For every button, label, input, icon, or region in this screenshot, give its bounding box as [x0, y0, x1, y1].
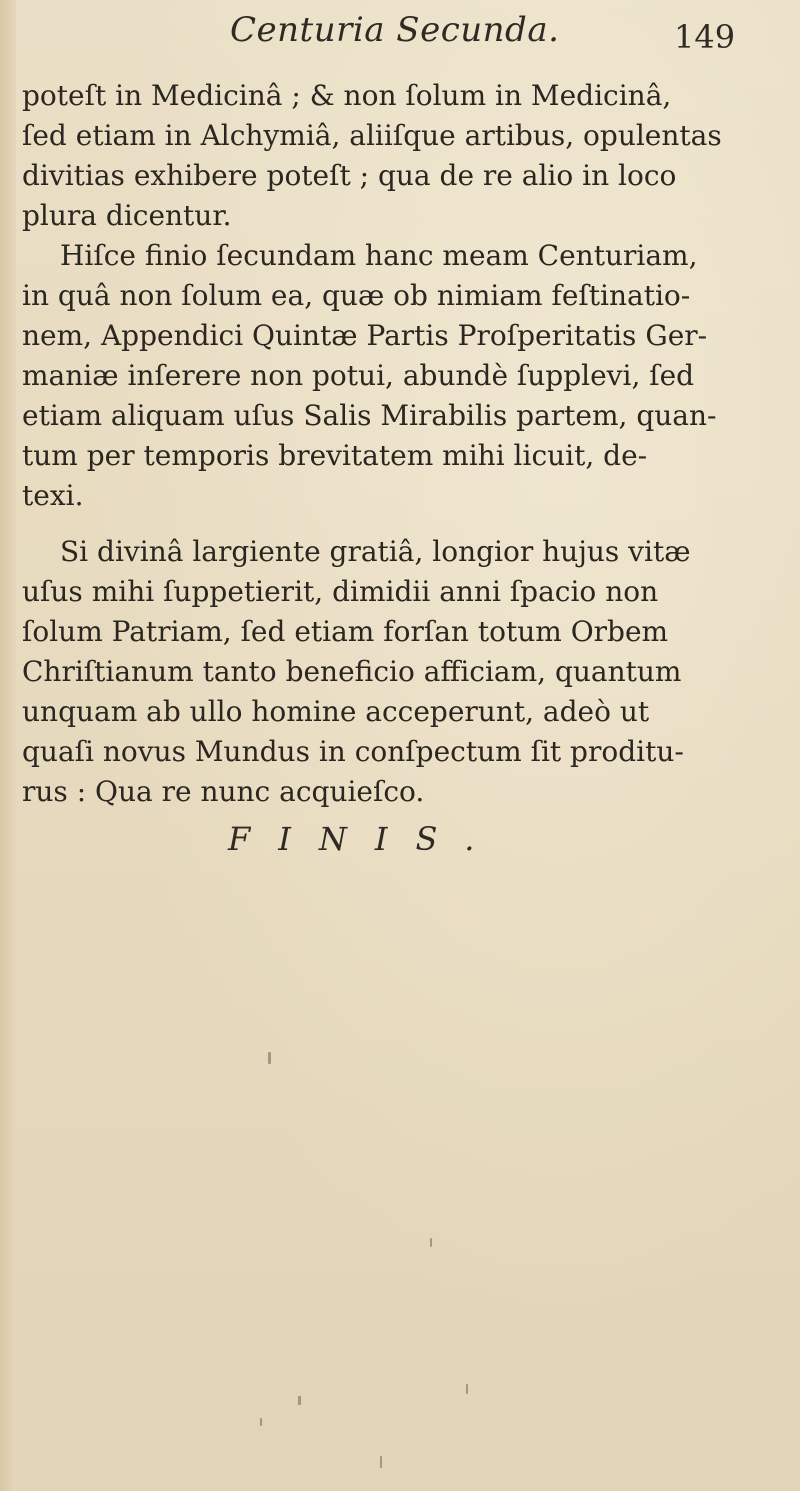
text-line: rus : Qua re nunc acquieſco.	[22, 775, 425, 808]
text-line: divitias exhibere poteſt ; qua de re alio in loco	[22, 159, 677, 192]
text-line: quaſi novus Mundus in conſpectum ſit proditu-	[22, 735, 684, 768]
paper-speck	[298, 1396, 301, 1405]
text-line: etiam aliquam uſus Salis Mirabilis partem, quan-	[22, 399, 717, 432]
text-line: Chriſtianum tanto beneficio afficiam, quantum	[22, 655, 682, 688]
running-head	[0, 10, 800, 60]
paper-speck	[268, 1052, 271, 1064]
paper-speck	[380, 1456, 382, 1468]
running-title: Centuria Secunda.	[230, 10, 560, 50]
text-line: plura dicentur.	[22, 199, 232, 232]
page-gutter	[0, 0, 16, 1491]
text-line: ſed etiam in Alchymiâ, aliiſque artibus, opulentas	[22, 119, 722, 152]
text-line: texi.	[22, 479, 84, 512]
paragraph-start-line: Si divinâ largiente gratiâ, longior hujus vitæ	[60, 535, 691, 568]
text-line: tum per temporis brevitatem mihi licuit, de-	[22, 439, 648, 472]
text-line: in quâ non ſolum ea, quæ ob nimiam feſtinatio-	[22, 279, 691, 312]
text-line: maniæ inſerere non potui, abundè ſupplevi, ſed	[22, 359, 695, 392]
body-text	[22, 76, 782, 812]
text-line: uſus mihi ſuppetierit, dimidii anni ſpacio non	[22, 575, 659, 608]
paragraph-gap	[22, 516, 782, 532]
paper-speck	[466, 1384, 468, 1394]
text-line: nem, Appendici Quintæ Partis Proſperitatis Ger-	[22, 319, 708, 352]
text-line: ſolum Patriam, ſed etiam forſan totum Orbem	[22, 615, 669, 648]
paper-speck	[430, 1238, 432, 1247]
paper-speck	[260, 1418, 262, 1426]
paragraph-start-line: Hiſce finio ſecundam hanc meam Centuriam,	[60, 239, 698, 272]
text-line: unquam ab ullo homine acceperunt, adeò ut	[22, 695, 650, 728]
page-number: 149	[674, 18, 736, 56]
finis-mark: FINIS.	[228, 820, 503, 858]
text-line: poteſt in Medicinâ ; & non ſolum in Medicinâ,	[22, 79, 672, 112]
